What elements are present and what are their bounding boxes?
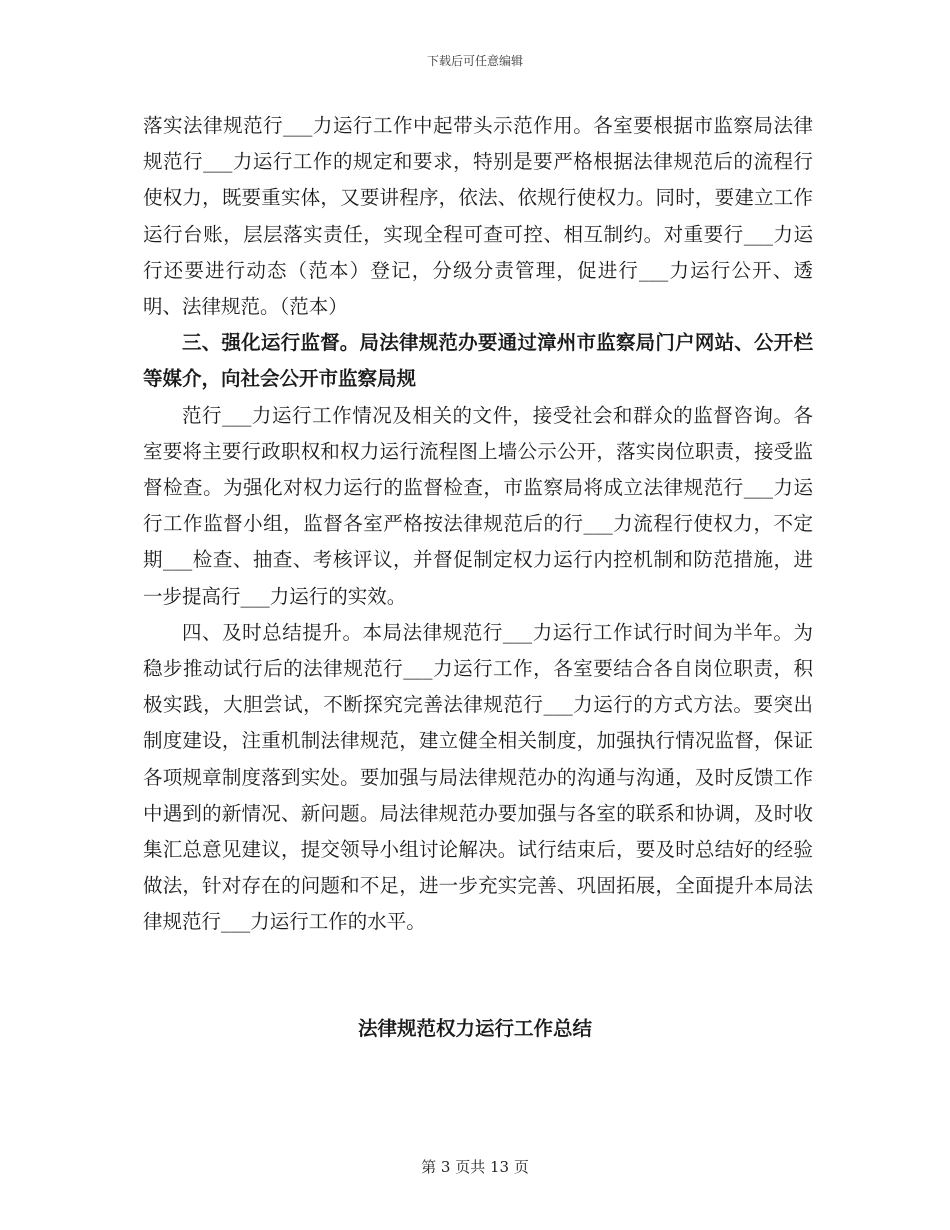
section-title: 法律规范权力运行工作总结 bbox=[357, 1017, 592, 1040]
paragraph-continuation: 落实法律规范行___力运行工作中起带头示范作用。各室要根据市监察局法律规范行___力运行工作的规定和要求，特别是要严格根据法律规范后的流程行使权力，既要重实体，又要讲程序，依法、依规行使权力。同时，要建立工作运行台账，层层落实责任，实现全程可查可控、相互制约。对重要行___力运行还要进行动态（范本）登记，分级分责管理，促进行___力运行公开、透明、法律规范。（范本） bbox=[143, 114, 813, 319]
document-body bbox=[143, 108, 813, 941]
paragraph-section-four: 四、及时总结提升。本局法律规范行___力运行工作试行时间为半年。为稳步推动试行后的法律规范行___力运行工作，各室要结合各自岗位职责，积极实践，大胆尝试，不断探究完善法律规范行___力运行的方式方法。要突出制度建设，注重机制法律规范，建立健全相关制度，加强执行情况监督，保证各项规章制度落到实处。要加强与局法律规范办的沟通与沟通，及时反馈工作中遇到的新情况、新问题。局法律规范办要加强与各室的联系和协调，及时收集汇总意见建议，提交领导小组讨论解决。试行结束后，要及时总结好的经验做法，针对存在的问题和不足，进一步充实完善、巩固拓展，全面提升本局法律规范行___力运行工作的水平。 bbox=[143, 620, 813, 934]
paragraph-section-three-body: 范行___力运行工作情况及相关的文件，接受社会和群众的监督咨询。各室要将主要行政职权和权力运行流程图上墙公示公开，落实岗位职责，接受监督检查。为强化对权力运行的监督检查，市监察局将成立法律规范行___力运行工作监督小组，监督各室严格按法律规范后的行___力流程行使权力，不定期___检查、抽查、考核评议，并督促制定权力运行内控机制和防范措施，进一步提高行___力运行的实效。 bbox=[143, 403, 813, 608]
paragraph-section-three-heading: 三、强化运行监督。局法律规范办要通过漳州市监察局门户网站、公开栏等媒介，向社会公开市监察局规 bbox=[143, 331, 813, 391]
page-header: 下载后可任意编辑 bbox=[426, 54, 523, 68]
page-number: 第 3 页共 13 页 bbox=[421, 1158, 529, 1176]
